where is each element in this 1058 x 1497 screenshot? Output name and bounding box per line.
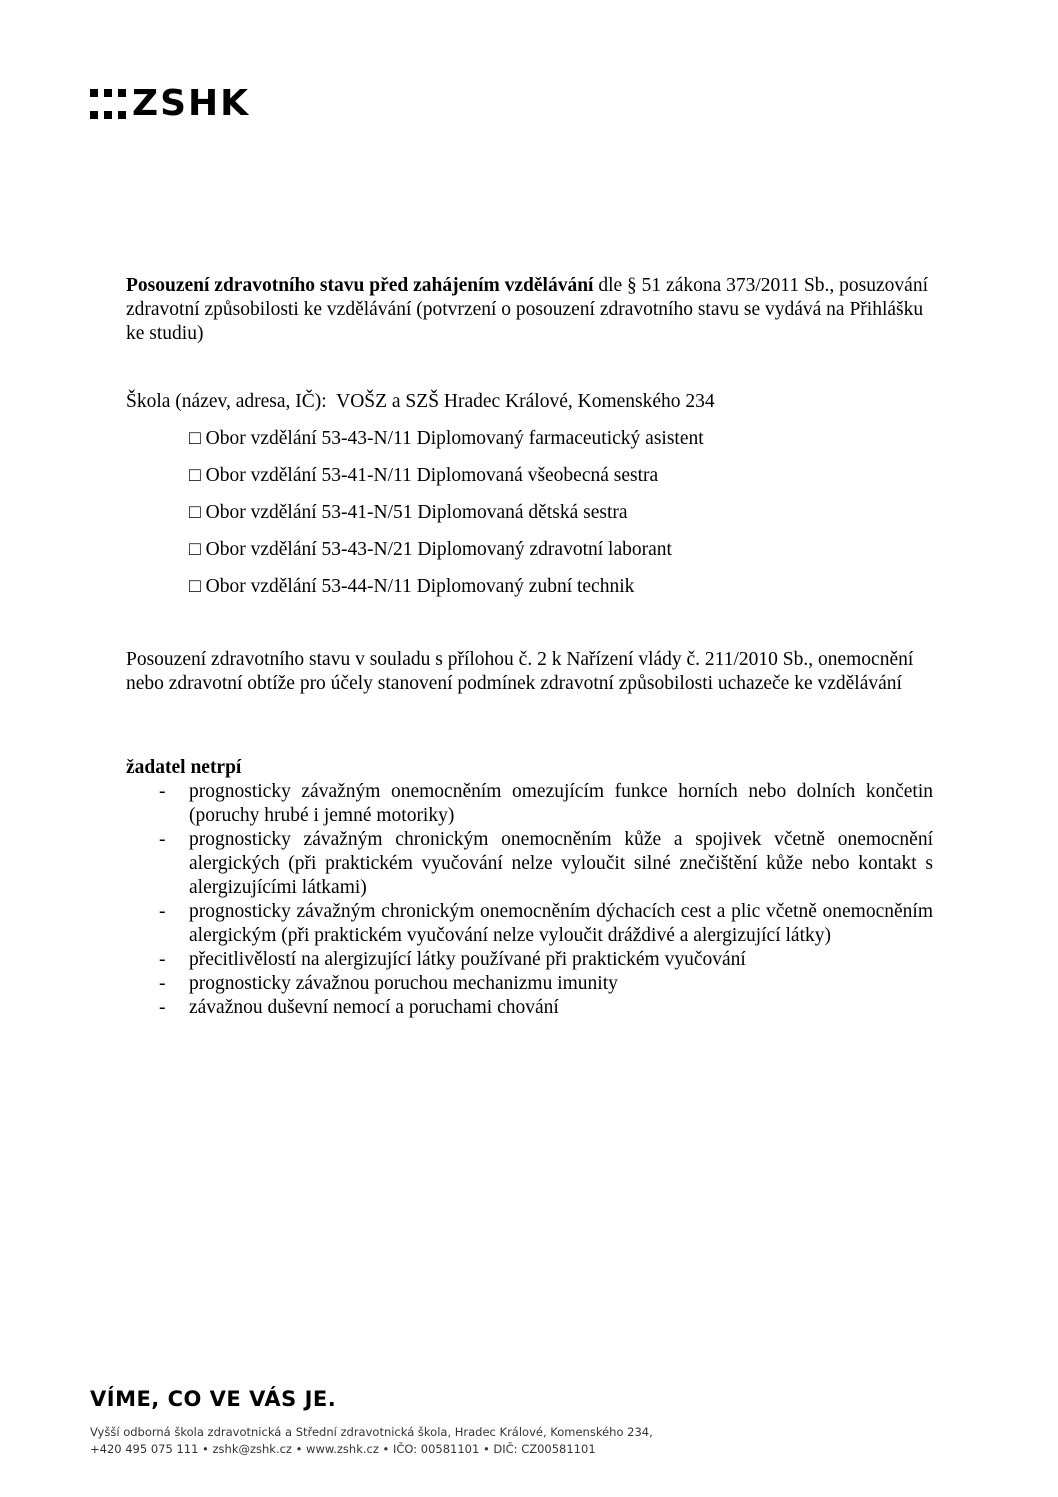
bullet-dash: - <box>159 781 166 802</box>
program-item[interactable] <box>189 464 933 501</box>
checkbox-icon[interactable]: □ <box>189 576 201 597</box>
intro-text: dle § 51 zákona 373/2011 Sb., posuzování zdravotní způsobilosti ke vzdělávání (potvrzení o posouzení zdravotního stavu se vydává na Přihlášku ke studiu) <box>126 275 928 344</box>
condition-item <box>126 780 933 828</box>
checkbox-icon[interactable]: □ <box>189 539 201 560</box>
bullet-dash: - <box>159 949 166 970</box>
condition-item <box>126 900 933 948</box>
footer-contacts: +420 495 075 111 • zshk@zshk.cz • www.zshk.cz • IČO: 00581101 • DIČ: CZ00581101 <box>90 1442 596 1456</box>
assessment-paragraph: Posouzení zdravotního stavu v souladu s přílohou č. 2 k Nařízení vlády č. 211/2010 Sb., onemocnění nebo zdravotní obtíže pro účely stanovení podmínek zdravotní způsobilosti uchazeče ke vzdělávání <box>126 649 914 694</box>
intro-paragraph <box>126 274 933 346</box>
condition-item <box>126 996 933 1020</box>
condition-text: prognosticky závažným chronickým onemocněním dýchacích cest a plic včetně onemocněním alergickým (při praktickém vyučování nelze vyloučit dráždivé a alergizující látky) <box>189 901 933 946</box>
condition-text: prognosticky závažnou poruchou mechanizmu imunity <box>189 973 618 994</box>
program-label: Obor vzdělání 53-43-N/21 Diplomovaný zdravotní laborant <box>205 539 672 560</box>
program-label: Obor vzdělání 53-41-N/11 Diplomovaná všeobecná sestra <box>205 465 659 486</box>
applicant-heading: žadatel netrpí <box>126 757 242 778</box>
zshk-logo <box>90 83 251 124</box>
program-label: Obor vzdělání 53-44-N/11 Diplomovaný zubní technik <box>205 576 635 597</box>
bullet-dash: - <box>159 829 166 850</box>
bullet-dash: - <box>159 997 166 1018</box>
condition-item <box>126 948 933 972</box>
program-item[interactable] <box>189 501 933 538</box>
intro-title: Posouzení zdravotního stavu před zahájením vzdělávání <box>126 275 594 296</box>
checkbox-icon[interactable]: □ <box>189 428 201 449</box>
page-footer <box>90 1386 653 1458</box>
condition-text: prognosticky závažným onemocněním omezujícím funkce horních nebo dolních končetin (poruchy hrubé i jemné motoriky) <box>189 781 933 826</box>
school-value: VOŠZ a SZŠ Hradec Králové, Komenského 234 <box>336 391 715 412</box>
condition-item <box>126 972 933 996</box>
logo-text: ZSHK <box>132 83 251 124</box>
program-item[interactable] <box>189 538 933 575</box>
checkbox-icon[interactable]: □ <box>189 465 201 486</box>
footer-slogan: VÍME, CO VE VÁS JE. <box>90 1387 337 1411</box>
condition-item <box>126 828 933 900</box>
checkbox-icon[interactable]: □ <box>189 502 201 523</box>
program-list <box>189 427 933 612</box>
condition-list <box>126 780 933 1020</box>
program-item[interactable] <box>189 427 933 464</box>
bullet-dash: - <box>159 973 166 994</box>
program-label: Obor vzdělání 53-43-N/11 Diplomovaný farmaceutický asistent <box>205 428 704 449</box>
school-line <box>126 390 933 414</box>
program-item[interactable] <box>189 575 933 612</box>
logo-dots-icon <box>90 87 128 121</box>
bullet-dash: - <box>159 901 166 922</box>
program-label: Obor vzdělání 53-41-N/51 Diplomovaná dětská sestra <box>205 502 628 523</box>
footer-address: Vyšší odborná škola zdravotnická a Střední zdravotnická škola, Hradec Králové, Komenského 234, <box>90 1425 653 1439</box>
document-body <box>126 274 933 1020</box>
school-label: Škola (název, adresa, IČ): <box>126 391 327 412</box>
condition-text: přecitlivělostí na alergizující látky používané při praktickém vyučování <box>189 949 746 970</box>
condition-text: prognosticky závažným chronickým onemocněním kůže a spojivek včetně onemocnění alergických (při praktickém vyučování nelze vyloučit silné znečištění kůže nebo kontakt s alergizujícími látkami) <box>189 829 933 898</box>
condition-text: závažnou duševní nemocí a poruchami chování <box>189 997 559 1018</box>
